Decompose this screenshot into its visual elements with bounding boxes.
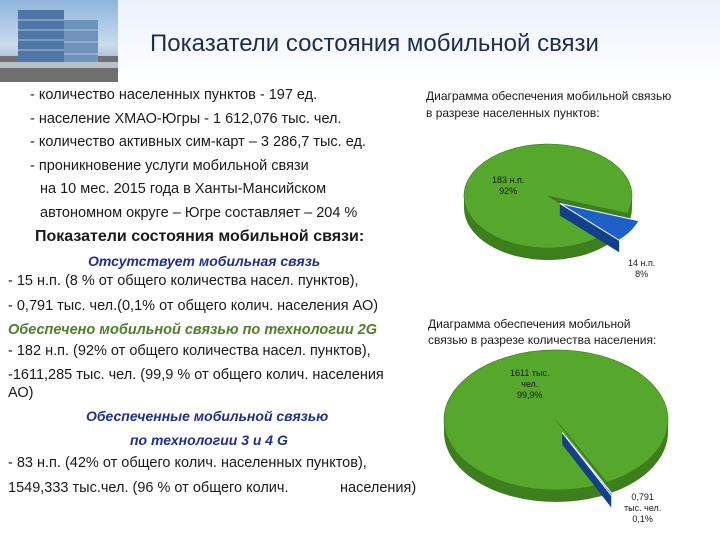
intro-line: - население ХМАО-Югры - 1 612,076 тыс. чел.: [30, 111, 342, 127]
data-label: чел.: [521, 379, 539, 389]
data-label: 0,791: [631, 492, 654, 502]
section-title: Показатели состояния мобильной связи:: [35, 228, 365, 245]
intro-line: - проникновение услуги мобильной связи: [30, 158, 309, 174]
g2-line: -1611,285 тыс. чел. (99,9 % от общего колич. населения: [8, 367, 384, 383]
g34-line: - 83 н.п. (42% от общего колич. населенных пунктов),: [8, 455, 367, 471]
g2-line: АО): [8, 385, 34, 401]
g34-line: 1549,333 тыс.чел. (96 % от общего колич.: [8, 480, 289, 496]
g2-heading: Обеспечено мобильной связью по технологии 2G: [8, 322, 378, 338]
intro-line: - количество активных сим-карт – 3 286,7 тыс. ед.: [30, 134, 366, 150]
data-label: 92%: [499, 186, 518, 196]
data-label: 183 н.п.: [492, 175, 525, 185]
pie-slice-1611 тыс.: [444, 350, 668, 490]
data-label: 8%: [635, 269, 649, 279]
intro-line: - количество населенных пунктов - 197 ед.: [30, 87, 318, 103]
data-label: 0,1%: [632, 514, 653, 524]
chart2-label-small: [624, 492, 661, 525]
g34-heading: Обеспеченные мобильной связью: [86, 408, 329, 424]
data-label: 1611 тыс.: [510, 368, 550, 378]
chart2-title: связью в разрезе количества населения:: [428, 333, 657, 347]
chart1-title: в разрезе населенных пунктов:: [426, 106, 600, 120]
intro-line: на 10 мес. 2015 года в Ханты-Мансийском: [40, 181, 327, 197]
data-label: тыс. чел.: [624, 503, 662, 513]
page-title: Показатели состояния мобильной связи: [150, 30, 599, 57]
chart2-title: Диаграмма обеспечения мобильной: [428, 317, 631, 331]
chart1-title: Диаграмма обеспечения мобильной связью: [426, 89, 672, 103]
data-label: 14 н.п.: [628, 258, 656, 268]
absent-heading: Отсутствует мобильная связь: [88, 253, 321, 269]
absent-line: - 0,791 тыс. чел.(0,1% от общего колич. населения АО): [8, 298, 379, 314]
absent-line: - 15 н.п. (8 % от общего количества насел. пунктов),: [8, 273, 359, 289]
g2-line: - 182 н.п. (92% от общего количества насел. пунктов),: [8, 343, 371, 359]
data-label: 99,9%: [516, 390, 543, 400]
g34-heading: по технологии 3 и 4 G: [130, 432, 288, 448]
intro-line: автономном округе – Югре составляет – 204 %: [40, 205, 358, 221]
chart2-label-main: [510, 368, 549, 401]
g34-line: населения): [340, 480, 417, 496]
